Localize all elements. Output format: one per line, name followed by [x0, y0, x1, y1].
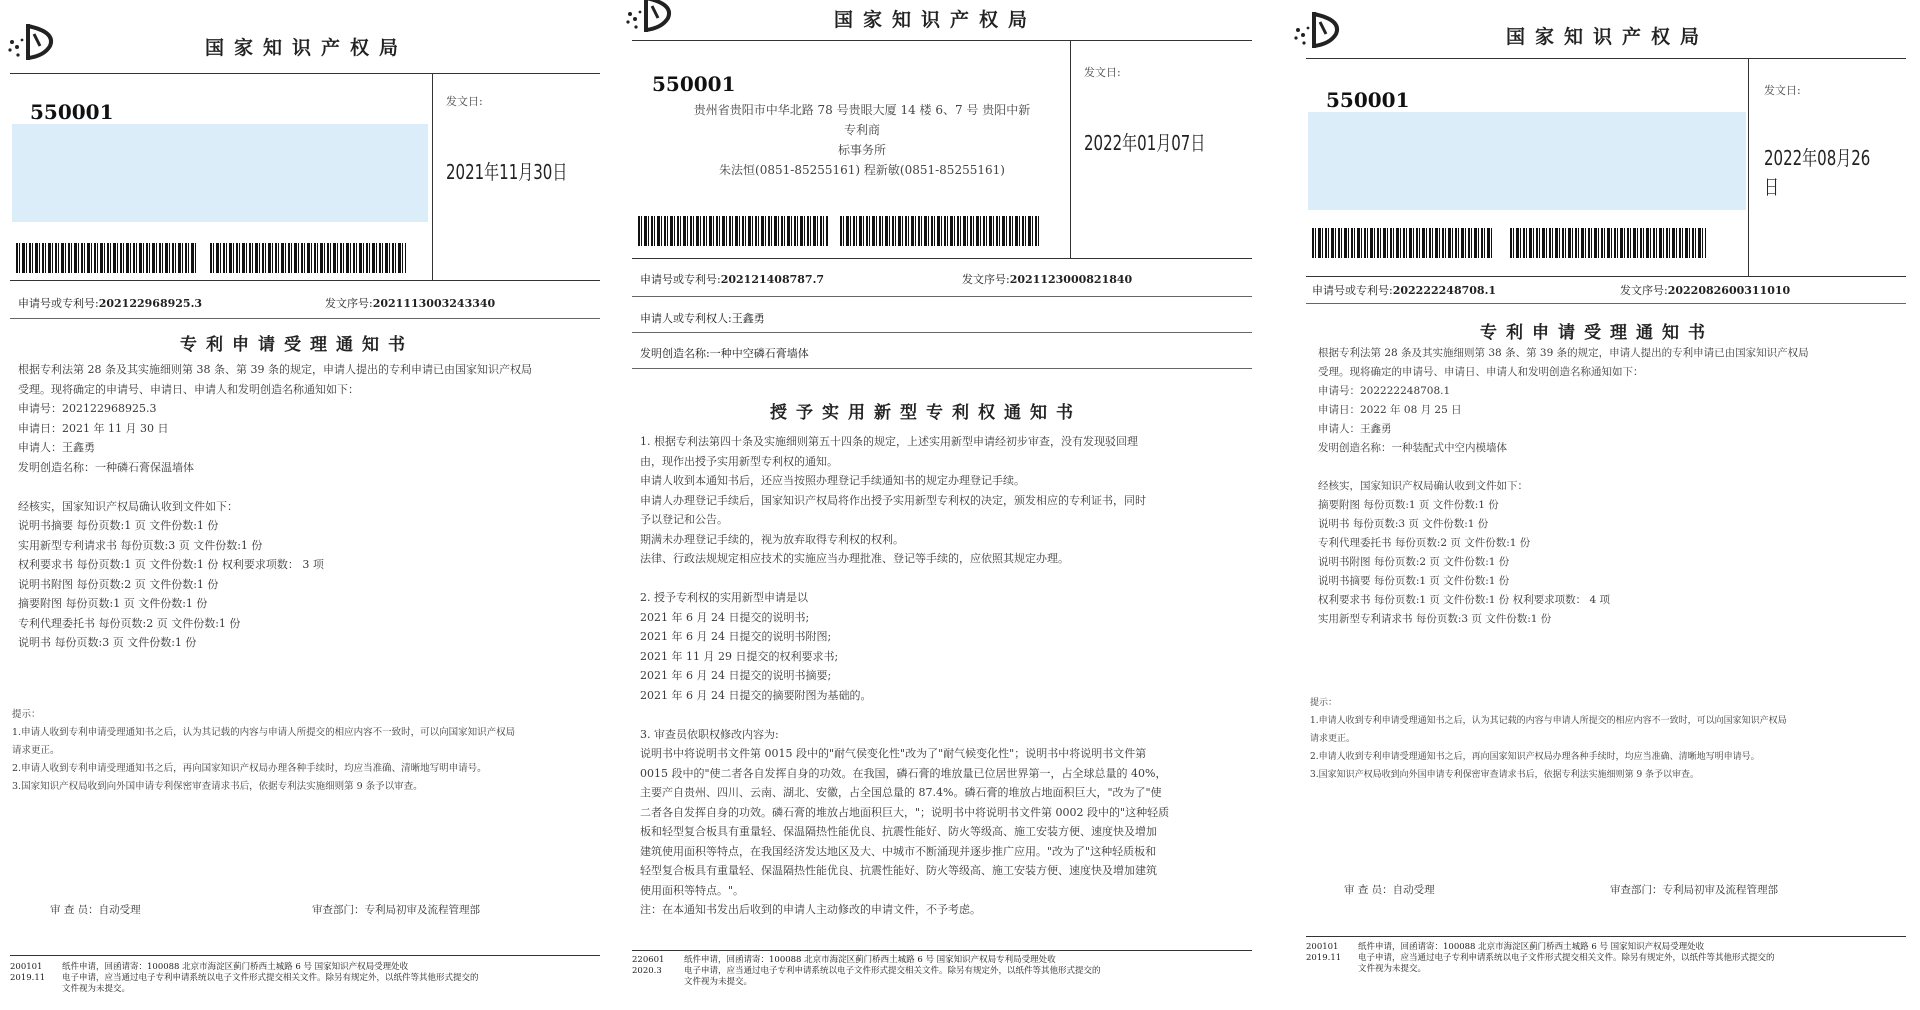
issue-date: 2022年08月26日 — [1764, 146, 1871, 199]
notice-title: 专利申请受理通知书 — [180, 335, 414, 355]
body-line: 说明书附图 每份页数:2 页 文件份数:1 份 — [1318, 556, 1510, 568]
application-number: 申请号或专利号:202122968925.3 — [18, 297, 203, 310]
tip-line: 请求更正。 — [1310, 734, 1356, 744]
body-line: 申请人收到本通知书后，还应当按照办理登记手续通知书的规定办理登记手续。 — [640, 474, 1025, 487]
meta-rule — [10, 318, 600, 319]
body-line: 实用新型专利请求书 每份页数:3 页 文件份数:1 份 — [1318, 613, 1552, 625]
body-line: 使用面积等特点。"。 — [640, 883, 745, 897]
tip-line: 请求更正。 — [12, 745, 60, 756]
footer-rule — [1306, 936, 1906, 937]
notice-body — [18, 360, 608, 653]
body-line: 申请日：2021 年 11 月 30 日 — [18, 421, 169, 435]
postcode: 550001 — [30, 100, 114, 124]
body-line: 申请人：王鑫勇 — [1318, 423, 1392, 435]
body-line: 2. 授予专利权的实用新型申请是以 — [640, 591, 808, 604]
body-line: 主要产自贵州、四川、云南、湖北、安徽，占全国总量的 87.4%。磷石膏的堆放占地面积巨大，"改为了"使 — [640, 786, 1162, 799]
notice-tips — [12, 706, 602, 796]
body-line: 板和轻型复合板具有重量轻、保温隔热性能优良、抗震性能好、防火等级高、施工安装方便、速度快及增加 — [640, 825, 1157, 838]
body-line: 专利代理委托书 每份页数:2 页 文件份数:1 份 — [1318, 537, 1531, 549]
issue-date-label: 发文日: — [446, 95, 483, 108]
postcode: 550001 — [1326, 88, 1410, 112]
agency-name: 国家知识产权局 — [1506, 26, 1710, 48]
address-line: 标事务所 — [837, 143, 886, 157]
header-rule — [10, 73, 600, 74]
footer-rule — [10, 955, 600, 956]
examiner: 审 查 员：自动受理 — [1344, 884, 1435, 896]
redacted-address — [12, 124, 428, 222]
body-line: 法律、行政法规规定相应技术的实施应当办理批准、登记等手续的，应依照其规定办理。 — [640, 552, 1069, 565]
body-line: 申请号：202222248708.1 — [1318, 385, 1451, 397]
body-line: 轻型复合板具有重量轻、保温隔热性能优良、抗震性能好、防火等级高、施工安装方便、速度快及增加建筑 — [640, 864, 1157, 877]
address-line: 朱法恒(0851-85255161) 程新敏(0851-85255161) — [719, 163, 1005, 177]
body-line: 受理。现将确定的申请号、申请日、申请人和发明创造名称通知如下： — [18, 382, 359, 396]
application-number: 申请号或专利号:202121408787.7 — [640, 273, 825, 286]
cnipa-logo-icon — [622, 0, 680, 36]
body-line — [1318, 458, 1913, 477]
body-line: 3. 审查员依职权修改内容为: — [640, 727, 779, 741]
barcode — [840, 216, 1040, 246]
body-line: 根据专利法第 28 条及其实施细则第 38 条、第 39 条的规定，申请人提出的专利申请已由国家知识产权局 — [1318, 347, 1809, 359]
notice-body — [1318, 344, 1913, 629]
header-bottom-rule — [10, 280, 600, 281]
body-line: 申请人办理登记手续后，国家知识产权局将作出授予实用新型专利权的决定，颁发相应的专利证书，同时 — [640, 493, 1146, 507]
body-line — [18, 477, 608, 497]
invention-title: 发明创造名称:一种中空磷石膏墙体 — [640, 347, 809, 360]
body-line: 说明书附图 每份页数:2 页 文件份数:1 份 — [18, 577, 219, 591]
notice-document-3 — [1290, 0, 1920, 1010]
department: 审查部门：专利局初审及流程管理部 — [1610, 884, 1778, 896]
serial-number: 发文序号:2022082600311010 — [1620, 284, 1791, 297]
meta-rule — [632, 296, 1252, 297]
agency-name: 国家知识产权局 — [205, 37, 409, 59]
applicant: 申请人或专利权人:王鑫勇 — [640, 312, 765, 325]
body-line: 申请人：王鑫勇 — [18, 441, 95, 454]
tip-line: 3.国家知识产权局收到向外国申请专利保密审查请求书后，依据专利法实施细则第 9 条予以审查。 — [1310, 770, 1700, 780]
body-line: 2021 年 6 月 24 日提交的说明书摘要; — [640, 669, 832, 682]
mailing-address — [692, 100, 1032, 180]
body-line: 摘要附图 每份页数:1 页 文件份数:1 份 — [18, 597, 208, 610]
serial-number: 发文序号:2021123000821840 — [962, 273, 1133, 286]
body-line: 说明书摘要 每份页数:1 页 文件份数:1 份 — [1318, 575, 1510, 587]
header-rule — [1306, 58, 1906, 59]
body-line: 发明创造名称：一种磷石膏保温墙体 — [18, 460, 194, 474]
agency-name: 国家知识产权局 — [834, 9, 1038, 31]
notice-title: 专利申请受理通知书 — [1480, 323, 1714, 343]
body-line: 经核实，国家知识产权局确认收到文件如下： — [18, 499, 238, 513]
notice-body — [640, 432, 1255, 920]
footer: 200101 2019.11 纸件申请，回函请寄：100088 北京市海淀区蓟门桥西土城路 6 号 国家知识产权局受理处收 电子申请，应当通过电子专利申请系统以电子文件形式提交相关文件。除另有规定外，以纸件等其他形式提交的 文件视为未提交。 — [10, 962, 479, 994]
barcode — [16, 243, 196, 273]
body-line: 经核实，国家知识产权局确认收到文件如下： — [1318, 480, 1528, 492]
notice-document-2 — [622, 0, 1258, 1010]
application-number: 申请号或专利号:202222248708.1 — [1312, 284, 1497, 297]
header-bottom-rule — [1306, 276, 1906, 277]
body-line: 发明创造名称：一种装配式中空内模墙体 — [1318, 442, 1507, 454]
serial-number: 发文序号:2021113003243340 — [325, 297, 496, 310]
issue-date-label: 发文日: — [1084, 66, 1121, 79]
barcode — [210, 243, 406, 273]
issue-date-label: 发文日: — [1764, 84, 1801, 97]
tip-line: 提示： — [12, 709, 41, 720]
body-line: 根据专利法第 28 条及其实施细则第 38 条、第 39 条的规定，申请人提出的专利申请已由国家知识产权局 — [18, 363, 532, 376]
body-line: 1. 根据专利法第四十条及实施细则第五十四条的规定，上述实用新型申请经初步审查，没有发现驳回理 — [640, 435, 1138, 448]
barcode — [1510, 228, 1706, 258]
body-line: 说明书 每份页数:3 页 文件份数:1 份 — [1318, 518, 1489, 530]
department: 审查部门：专利局初审及流程管理部 — [312, 904, 480, 916]
body-line: 二者各自发挥自身的功效。磷石膏的堆放占地面积巨大，"；说明书中将说明书文件第 0002 段中的"这种轻质 — [640, 805, 1170, 819]
body-line: 说明书中将说明书文件第 0015 段中的"耐气侯变化性"改为了"耐气候变化性"；说明书中将说明书文件第 — [640, 747, 1147, 760]
body-line: 2021 年 11 月 29 日提交的权利要求书; — [640, 649, 839, 663]
header-divider — [1070, 40, 1071, 258]
tip-line: 1.申请人收到专利申请受理通知书之后，认为其记载的内容与申请人所提交的相应内容不一致时，可以向国家知识产权局 — [12, 727, 516, 738]
redacted-address — [1308, 112, 1746, 210]
footer: 200101 2019.11 纸件申请，回函请寄：100088 北京市海淀区蓟门桥西土城路 6 号 国家知识产权局受理处收 电子申请，应当通过电子专利申请系统以电子文件形式提交相关文件。除另有规定外，以纸件等其他形式提交的 文件视为未提交。 — [1306, 942, 1775, 974]
footer: 220601 2020.3 纸件申请，回函请寄：100088 北京市海淀区蓟门桥西土城路 6 号 国家知识产权局专利局受理处收 电子申请，应当通过电子专利申请系统以电子文件形式提交相关文件。除另有规定外，以纸件等其他形式提交的 文件视为未提交。 — [632, 955, 1101, 987]
postcode: 550001 — [652, 72, 736, 96]
header-divider — [432, 73, 433, 280]
cnipa-logo-icon — [4, 20, 62, 64]
address-line: 贵州省贵阳市中华北路 78 号贵眼大厦 14 楼 6、7 号 贵阳中新专利商 — [693, 103, 1031, 137]
body-line — [640, 569, 1255, 589]
tip-line: 提示： — [1310, 698, 1338, 708]
examiner: 审 查 员：自动受理 — [50, 904, 141, 916]
tip-line: 3.国家知识产权局收到向外国申请专利保密审查请求书后，依据专利法实施细则第 9 条予以审查。 — [12, 781, 423, 792]
body-line: 说明书摘要 每份页数:1 页 文件份数:1 份 — [18, 519, 219, 532]
tip-line: 2.申请人收到专利申请受理通知书之后，再向国家知识产权局办理各种手续时，均应当准确、清晰地写明申请号。 — [1310, 752, 1760, 762]
meta-rule — [632, 332, 1252, 333]
barcode — [1312, 228, 1492, 258]
body-line: 专利代理委托书 每份页数:2 页 文件份数:1 份 — [18, 616, 241, 630]
body-line: 申请日：2022 年 08 月 25 日 — [1318, 404, 1462, 416]
meta-rule — [632, 368, 1252, 369]
tip-line: 1.申请人收到专利申请受理通知书之后，认为其记载的内容与申请人所提交的相应内容不一致时，可以向国家知识产权局 — [1310, 716, 1787, 726]
header-bottom-rule — [632, 258, 1252, 259]
body-line: 由，现作出授予实用新型专利权的通知。 — [640, 454, 838, 468]
body-line: 摘要附图 每份页数:1 页 文件份数:1 份 — [1318, 499, 1499, 511]
cnipa-logo-icon — [1290, 8, 1348, 52]
footer-rule — [632, 950, 1252, 951]
body-line: 实用新型专利请求书 每份页数:3 页 文件份数:1 份 — [18, 538, 263, 552]
header-divider — [1748, 58, 1749, 276]
body-line: 0015 段中的"使二者各自发挥自身的功效。在我国，磷石膏的堆放量已位居世界第一，占全球总量的 40%， — [640, 766, 1167, 780]
body-line: 说明书 每份页数:3 页 文件份数:1 份 — [18, 636, 197, 649]
body-line — [640, 705, 1255, 725]
body-line: 注：在本通知书发出后收到的申请人主动修改的申请文件，不予考虑。 — [640, 903, 981, 916]
body-line: 受理。现将确定的申请号、申请日、申请人和发明创造名称通知如下： — [1318, 366, 1644, 378]
meta-rule — [1306, 303, 1906, 304]
notice-title: 授予实用新型专利权通知书 — [770, 403, 1082, 423]
barcode — [638, 216, 828, 246]
issue-date: 2021年11月30日 — [446, 160, 568, 184]
body-line: 2021 年 6 月 24 日提交的说明书; — [640, 610, 810, 624]
body-line: 建筑使用面积等特点，在我国经济发达地区及大、中城市不断涌现并逐步推广应用。"改为了"这种轻质板和 — [640, 844, 1157, 858]
issue-date: 2022年01月07日 — [1084, 131, 1206, 155]
header-rule — [632, 40, 1252, 41]
tip-line: 2.申请人收到专利申请受理通知书之后，再向国家知识产权局办理各种手续时，均应当准确、清晰地写明申请号。 — [12, 763, 487, 774]
body-line: 2021 年 6 月 24 日提交的摘要附图为基础的。 — [640, 688, 872, 702]
notice-tips — [1310, 694, 1910, 784]
body-line: 权利要求书 每份页数:1 页 文件份数:1 份 权利要求项数： 4 项 — [1318, 594, 1610, 606]
body-line: 权利要求书 每份页数:1 页 文件份数:1 份 权利要求项数： 3 项 — [18, 558, 324, 571]
body-line: 申请号：202122968925.3 — [18, 402, 157, 415]
notice-document-1 — [0, 0, 610, 1010]
body-line: 予以登记和公告。 — [640, 513, 728, 526]
body-line: 期满未办理登记手续的，视为放弃取得专利权的权利。 — [640, 532, 904, 546]
body-line: 2021 年 6 月 24 日提交的说明书附图; — [640, 630, 832, 643]
